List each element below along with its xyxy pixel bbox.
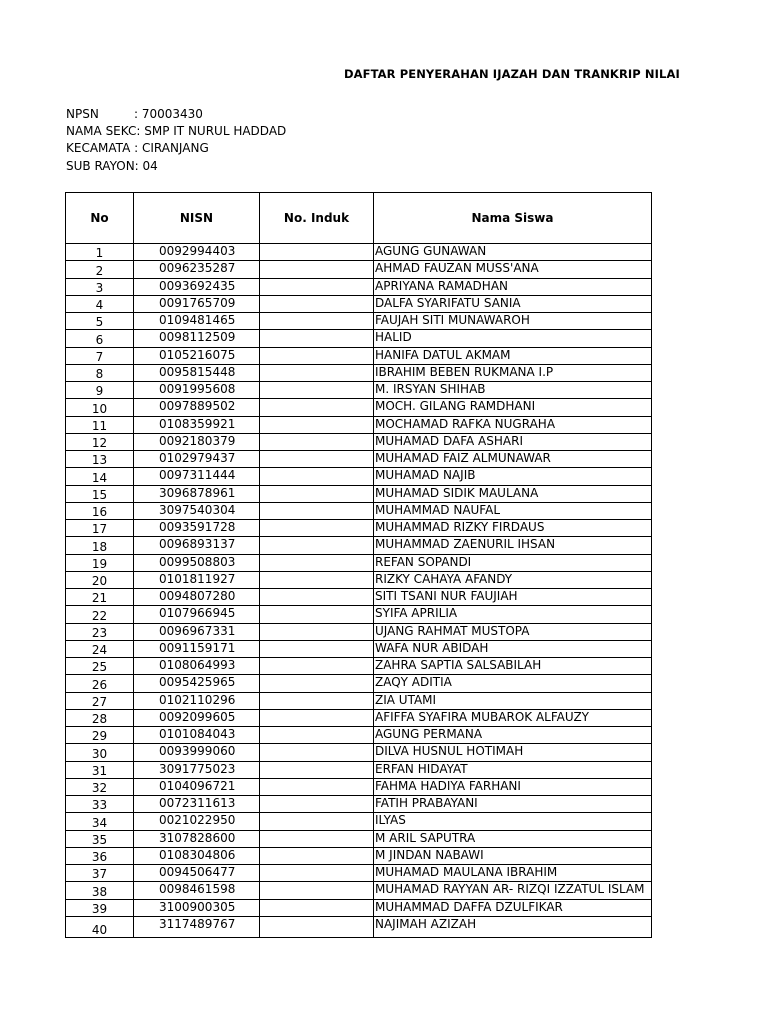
row-no: 33 [66, 796, 134, 813]
info-school-label: NAMA SEKC: [66, 124, 141, 138]
row-no: 20 [66, 571, 134, 588]
row-nisn: 0096235287 [134, 261, 260, 278]
info-npsn-label: NPSN [66, 107, 99, 121]
row-no: 7 [66, 347, 134, 364]
row-nisn: 0097311444 [134, 468, 260, 485]
info-district-label: KECAMATA : [66, 141, 139, 155]
row-nisn: 0093999060 [134, 744, 260, 761]
row-no: 9 [66, 382, 134, 399]
row-nama: DILVA HUSNUL HOTIMAH [374, 744, 652, 761]
table-row [66, 658, 652, 675]
row-no: 3 [66, 278, 134, 295]
row-nisn: 0091995608 [134, 382, 260, 399]
table-body [66, 244, 652, 938]
row-nama: MOCHAMAD RAFKA NUGRAHA [374, 416, 652, 433]
row-no-induk [260, 623, 374, 640]
info-subrayon-value: 04 [142, 159, 158, 173]
row-nama: APRIYANA RAMADHAN [374, 278, 652, 295]
row-no-induk [260, 813, 374, 830]
row-nama: ZIA UTAMI [374, 692, 652, 709]
row-no-induk [260, 571, 374, 588]
table-row [66, 485, 652, 502]
row-no-induk [260, 554, 374, 571]
row-nama: AGUNG GUNAWAN [374, 244, 652, 261]
row-no-induk [260, 778, 374, 795]
row-no-induk [260, 399, 374, 416]
row-nama: M ARIL SAPUTRA [374, 830, 652, 847]
row-nama: ZAQY ADITIA [374, 675, 652, 692]
row-nisn: 3097540304 [134, 502, 260, 519]
row-nisn: 0096967331 [134, 623, 260, 640]
row-no: 11 [66, 416, 134, 433]
row-no: 23 [66, 623, 134, 640]
header-no: No [66, 193, 134, 244]
header-nisn: NISN [134, 193, 260, 244]
row-no: 10 [66, 399, 134, 416]
row-no-induk [260, 830, 374, 847]
row-nisn: 0102979437 [134, 451, 260, 468]
row-nama: M JINDAN NABAWI [374, 847, 652, 864]
table-row [66, 330, 652, 347]
table-row [66, 744, 652, 761]
row-no-induk [260, 382, 374, 399]
row-no: 24 [66, 640, 134, 657]
info-district-value: CIRANJANG [141, 141, 209, 155]
table-row [66, 606, 652, 623]
row-nisn: 0101084043 [134, 727, 260, 744]
row-nisn: 0094506477 [134, 865, 260, 882]
table-row [66, 399, 652, 416]
row-no-induk [260, 606, 374, 623]
row-no-induk [260, 692, 374, 709]
row-no-induk [260, 451, 374, 468]
row-no: 38 [66, 882, 134, 899]
table-row [66, 416, 652, 433]
row-nama: HALID [374, 330, 652, 347]
table-row [66, 778, 652, 795]
row-nisn: 0101811927 [134, 571, 260, 588]
row-no-induk [260, 502, 374, 519]
row-no: 26 [66, 675, 134, 692]
row-no-induk [260, 537, 374, 554]
row-no-induk [260, 882, 374, 899]
student-table [65, 192, 652, 938]
row-nama: DALFA SYARIFATU SANIA [374, 295, 652, 312]
row-no-induk [260, 589, 374, 606]
row-no: 22 [66, 606, 134, 623]
row-nisn: 0108359921 [134, 416, 260, 433]
row-nama: IBRAHIM BEBEN RUKMANA I.P [374, 364, 652, 381]
row-no: 35 [66, 830, 134, 847]
row-nisn: 0021022950 [134, 813, 260, 830]
row-nisn: 0092099605 [134, 709, 260, 726]
row-nisn: 3096878961 [134, 485, 260, 502]
row-nama: MUHAMMAD NAUFAL [374, 502, 652, 519]
info-school [66, 123, 286, 139]
table-row [66, 709, 652, 726]
row-no: 17 [66, 520, 134, 537]
row-nisn: 0107966945 [134, 606, 260, 623]
table-row [66, 882, 652, 899]
row-no: 19 [66, 554, 134, 571]
row-no-induk [260, 675, 374, 692]
row-no: 21 [66, 589, 134, 606]
row-nama: MUHAMMAD DAFFA DZULFIKAR [374, 899, 652, 916]
row-no: 5 [66, 313, 134, 330]
row-no: 37 [66, 865, 134, 882]
table-row [66, 899, 652, 916]
row-no: 16 [66, 502, 134, 519]
table-header-row [66, 193, 652, 244]
row-nama: MOCH. GILANG RAMDHANI [374, 399, 652, 416]
row-no: 28 [66, 709, 134, 726]
info-npsn-value: : 70003430 [134, 107, 203, 121]
row-nisn: 0092180379 [134, 433, 260, 450]
table-row [66, 278, 652, 295]
table-row [66, 244, 652, 261]
row-nama: FATIH PRABAYANI [374, 796, 652, 813]
row-nisn: 0099508803 [134, 554, 260, 571]
row-no: 13 [66, 451, 134, 468]
info-school-value: SMP IT NURUL HADDAD [144, 124, 287, 138]
row-nama: MUHAMAD RAYYAN AR- RIZQI IZZATUL ISLAM [374, 882, 652, 899]
row-nama: ZAHRA SAPTIA SALSABILAH [374, 658, 652, 675]
table-row [66, 571, 652, 588]
row-no-induk [260, 433, 374, 450]
row-nisn: 0094807280 [134, 589, 260, 606]
row-nama: NAJIMAH AZIZAH [374, 916, 652, 937]
row-no-induk [260, 709, 374, 726]
row-no: 1 [66, 244, 134, 261]
row-nama: ILYAS [374, 813, 652, 830]
row-no-induk [260, 244, 374, 261]
row-nama: UJANG RAHMAT MUSTOPA [374, 623, 652, 640]
row-no-induk [260, 916, 374, 937]
row-nisn: 0093591728 [134, 520, 260, 537]
row-no: 25 [66, 658, 134, 675]
table-row [66, 847, 652, 864]
row-no-induk [260, 416, 374, 433]
row-nama: MUHAMAD SIDIK MAULANA [374, 485, 652, 502]
row-nama: SITI TSANI NUR FAUJIAH [374, 589, 652, 606]
row-nama: MUHAMAD DAFA ASHARI [374, 433, 652, 450]
row-no-induk [260, 847, 374, 864]
row-nisn: 0091159171 [134, 640, 260, 657]
row-nisn: 0092994403 [134, 244, 260, 261]
row-nama: WAFA NUR ABIDAH [374, 640, 652, 657]
row-no-induk [260, 330, 374, 347]
info-npsn [66, 106, 203, 122]
table-row [66, 313, 652, 330]
table-row [66, 830, 652, 847]
row-nisn: 0072311613 [134, 796, 260, 813]
row-no-induk [260, 295, 374, 312]
row-nisn: 0095815448 [134, 364, 260, 381]
row-nisn: 0093692435 [134, 278, 260, 295]
row-no-induk [260, 761, 374, 778]
table-row [66, 382, 652, 399]
row-no-induk [260, 347, 374, 364]
row-nisn: 3107828600 [134, 830, 260, 847]
row-nama: MUHAMAD FAIZ ALMUNAWAR [374, 451, 652, 468]
row-no: 29 [66, 727, 134, 744]
row-no-induk [260, 364, 374, 381]
row-no-induk [260, 313, 374, 330]
row-nama: AGUNG PERMANA [374, 727, 652, 744]
row-nisn: 0091765709 [134, 295, 260, 312]
table-row [66, 640, 652, 657]
row-no: 31 [66, 761, 134, 778]
row-nisn: 0108304806 [134, 847, 260, 864]
header-no-induk: No. Induk [260, 193, 374, 244]
row-no-induk [260, 658, 374, 675]
table-row [66, 623, 652, 640]
table-row [66, 675, 652, 692]
row-nisn: 0105216075 [134, 347, 260, 364]
row-no-induk [260, 865, 374, 882]
row-no: 6 [66, 330, 134, 347]
row-nama: AHMAD FAUZAN MUSS'ANA [374, 261, 652, 278]
row-no: 15 [66, 485, 134, 502]
table-row [66, 727, 652, 744]
table-row [66, 554, 652, 571]
row-nama: MUHAMAD MAULANA IBRAHIM [374, 865, 652, 882]
row-nisn: 0108064993 [134, 658, 260, 675]
row-no-induk [260, 468, 374, 485]
row-no: 32 [66, 778, 134, 795]
row-nisn: 0097889502 [134, 399, 260, 416]
table-row [66, 451, 652, 468]
document-title: DAFTAR PENYERAHAN IJAZAH DAN TRANKRIP NILAI [344, 67, 680, 81]
row-nama: MUHAMAD NAJIB [374, 468, 652, 485]
row-nisn: 3100900305 [134, 899, 260, 916]
table-row [66, 692, 652, 709]
table-row [66, 916, 652, 937]
row-no-induk [260, 485, 374, 502]
table-row [66, 295, 652, 312]
table-row [66, 761, 652, 778]
row-no: 34 [66, 813, 134, 830]
row-nisn: 0098112509 [134, 330, 260, 347]
row-no-induk [260, 727, 374, 744]
row-no: 36 [66, 847, 134, 864]
row-nisn: 3117489767 [134, 916, 260, 937]
table-row [66, 796, 652, 813]
row-no: 14 [66, 468, 134, 485]
table-row [66, 520, 652, 537]
row-no-induk [260, 640, 374, 657]
table-row [66, 865, 652, 882]
table-row [66, 433, 652, 450]
row-nama: HANIFA DATUL AKMAM [374, 347, 652, 364]
table-row [66, 364, 652, 381]
row-nama: M. IRSYAN SHIHAB [374, 382, 652, 399]
row-nisn: 0104096721 [134, 778, 260, 795]
info-subrayon [66, 158, 158, 174]
row-nama: MUHAMMAD ZAENURIL IHSAN [374, 537, 652, 554]
row-no: 18 [66, 537, 134, 554]
row-no-induk [260, 796, 374, 813]
header-nama-siswa: Nama Siswa [374, 193, 652, 244]
row-no-induk [260, 899, 374, 916]
row-nisn: 0096893137 [134, 537, 260, 554]
table-row [66, 468, 652, 485]
row-nama: FAUJAH SITI MUNAWAROH [374, 313, 652, 330]
row-no: 8 [66, 364, 134, 381]
row-nisn: 0109481465 [134, 313, 260, 330]
table-row [66, 261, 652, 278]
row-nama: RIZKY CAHAYA AFANDY [374, 571, 652, 588]
row-no: 40 [66, 916, 134, 937]
row-no: 4 [66, 295, 134, 312]
table-row [66, 537, 652, 554]
info-district [66, 140, 209, 156]
row-no: 39 [66, 899, 134, 916]
row-nama: ERFAN HIDAYAT [374, 761, 652, 778]
row-no-induk [260, 278, 374, 295]
row-no: 27 [66, 692, 134, 709]
row-nisn: 0095425965 [134, 675, 260, 692]
row-no-induk [260, 261, 374, 278]
row-nama: AFIFFA SYAFIRA MUBAROK ALFAUZY [374, 709, 652, 726]
row-nama: SYIFA APRILIA [374, 606, 652, 623]
row-no: 12 [66, 433, 134, 450]
row-no: 30 [66, 744, 134, 761]
row-nisn: 3091775023 [134, 761, 260, 778]
row-nama: MUHAMMAD RIZKY FIRDAUS [374, 520, 652, 537]
table-row [66, 589, 652, 606]
row-nama: FAHMA HADIYA FARHANI [374, 778, 652, 795]
table-row [66, 502, 652, 519]
row-no: 2 [66, 261, 134, 278]
row-nama: REFAN SOPANDI [374, 554, 652, 571]
row-nisn: 0102110296 [134, 692, 260, 709]
row-nisn: 0098461598 [134, 882, 260, 899]
table-row [66, 347, 652, 364]
row-no-induk [260, 520, 374, 537]
table-row [66, 813, 652, 830]
info-subrayon-label: SUB RAYON: [66, 159, 139, 173]
row-no-induk [260, 744, 374, 761]
